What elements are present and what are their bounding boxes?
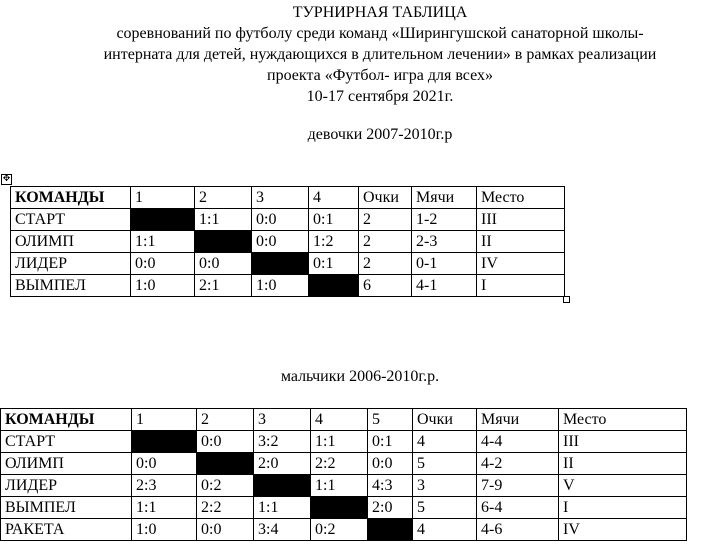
table-cell: 2:3 xyxy=(132,475,197,497)
column-header: Очки xyxy=(359,187,412,209)
table-row xyxy=(11,231,565,253)
column-header: 2 xyxy=(197,409,254,431)
table-cell: 2:0 xyxy=(254,453,311,475)
table-cell: 2 xyxy=(359,253,412,275)
table-cell: 0:0 xyxy=(197,431,254,453)
table-cell: 1:2 xyxy=(309,231,359,253)
column-header: 3 xyxy=(254,409,311,431)
team-name-cell: СТАРТ xyxy=(1,431,132,453)
column-header: Мячи xyxy=(412,187,477,209)
boys-subtitle: мальчики 2006-2010г.р. xyxy=(280,368,440,385)
header-line-3: интерната для детей, нуждающихся в длительном лечении» в рамках реализации xyxy=(103,46,657,63)
table-cell: IV xyxy=(559,519,687,541)
table-cell: 1:1 xyxy=(195,209,252,231)
girls-tournament-table xyxy=(10,186,565,297)
table-cell: 4-1 xyxy=(412,275,477,297)
table-cell: 4-6 xyxy=(477,519,559,541)
header-title: ТУРНИРНАЯ ТАБЛИЦА xyxy=(292,4,468,21)
column-header: КОМАНДЫ xyxy=(11,187,131,209)
table-cell: 6-4 xyxy=(477,497,559,519)
column-header: Очки xyxy=(413,409,477,431)
self-match-cell xyxy=(254,475,311,497)
table-cell: 7-9 xyxy=(477,475,559,497)
table-cell: 0:0 xyxy=(195,253,252,275)
team-name-cell: ЛИДЕР xyxy=(1,475,132,497)
table-cell: 3:4 xyxy=(254,519,311,541)
table-cell: 2 xyxy=(359,209,412,231)
column-header: Мячи xyxy=(477,409,559,431)
column-header: 4 xyxy=(309,187,359,209)
table-move-handle-icon[interactable]: ✥ xyxy=(2,174,11,184)
self-match-cell xyxy=(197,453,254,475)
table-cell: V xyxy=(559,475,687,497)
table-cell: 4-2 xyxy=(477,453,559,475)
column-header: 5 xyxy=(368,409,413,431)
table-header-row xyxy=(11,187,565,209)
table-cell: III xyxy=(477,209,565,231)
team-name-cell: ОЛИМП xyxy=(11,231,131,253)
self-match-cell xyxy=(131,209,195,231)
self-match-cell xyxy=(368,519,413,541)
header-line-4: проекта «Футбол- игра для всех» xyxy=(267,67,493,84)
table-row xyxy=(11,209,565,231)
column-header: 4 xyxy=(311,409,368,431)
table-row xyxy=(1,431,687,453)
table-cell: 2:1 xyxy=(195,275,252,297)
team-name-cell: РАКЕТА xyxy=(1,519,132,541)
document-header xyxy=(0,2,716,107)
table-cell: 1:0 xyxy=(131,275,195,297)
table-cell: 0-1 xyxy=(412,253,477,275)
table-row xyxy=(1,475,687,497)
table-cell: 2 xyxy=(359,231,412,253)
table-row xyxy=(11,275,565,297)
table-cell: 1:1 xyxy=(132,497,197,519)
table-row xyxy=(11,253,565,275)
table-cell: 0:2 xyxy=(311,519,368,541)
table-cell: 0:1 xyxy=(309,209,359,231)
column-header: Место xyxy=(559,409,687,431)
table-cell: 0:0 xyxy=(132,453,197,475)
table-row xyxy=(1,519,687,541)
table-cell: 4 xyxy=(413,431,477,453)
table-cell: 1:1 xyxy=(131,231,195,253)
table-cell: 0:0 xyxy=(368,453,413,475)
table-cell: I xyxy=(477,275,565,297)
table-cell: 1:1 xyxy=(311,431,368,453)
table-cell: 2:0 xyxy=(368,497,413,519)
table-row xyxy=(1,453,687,475)
table-cell: 3:2 xyxy=(254,431,311,453)
table-cell: 1:0 xyxy=(132,519,197,541)
self-match-cell xyxy=(311,497,368,519)
team-name-cell: ОЛИМП xyxy=(1,453,132,475)
table-row xyxy=(1,497,687,519)
table-cell: 4-4 xyxy=(477,431,559,453)
table-cell: 0:1 xyxy=(309,253,359,275)
self-match-cell xyxy=(309,275,359,297)
column-header: 1 xyxy=(132,409,197,431)
table-resize-handle[interactable] xyxy=(563,296,570,303)
table-cell: IV xyxy=(477,253,565,275)
self-match-cell xyxy=(195,231,252,253)
column-header: 1 xyxy=(131,187,195,209)
table-cell: 0:2 xyxy=(197,475,254,497)
table-cell: 2:2 xyxy=(197,497,254,519)
table-cell: 1:0 xyxy=(252,275,309,297)
table-cell: III xyxy=(559,431,687,453)
table-cell: 4:3 xyxy=(368,475,413,497)
table-cell: 0:0 xyxy=(252,209,309,231)
header-line-2: соревнований по футболу среди команд «Ширингушской санаторной школы- xyxy=(116,25,644,42)
table-cell: 0:0 xyxy=(197,519,254,541)
table-cell: 0:0 xyxy=(252,231,309,253)
table-cell: II xyxy=(477,231,565,253)
team-name-cell: СТАРТ xyxy=(11,209,131,231)
table-cell: 1:1 xyxy=(254,497,311,519)
header-date: 10-17 сентября 2021г. xyxy=(306,88,454,105)
table-cell: 2-3 xyxy=(412,231,477,253)
column-header: КОМАНДЫ xyxy=(1,409,132,431)
team-name-cell: ЛИДЕР xyxy=(11,253,131,275)
table-cell: 6 xyxy=(359,275,412,297)
table-cell: I xyxy=(559,497,687,519)
table-cell: II xyxy=(559,453,687,475)
table-cell: 3 xyxy=(413,475,477,497)
column-header: 2 xyxy=(195,187,252,209)
table-header-row xyxy=(1,409,687,431)
table-cell: 1:1 xyxy=(311,475,368,497)
team-name-cell: ВЫМПЕЛ xyxy=(11,275,131,297)
boys-tournament-table xyxy=(0,408,687,541)
self-match-cell xyxy=(132,431,197,453)
girls-subtitle: девочки 2007-2010г.р xyxy=(307,126,453,143)
column-header: Место xyxy=(477,187,565,209)
self-match-cell xyxy=(252,253,309,275)
table-cell: 5 xyxy=(413,497,477,519)
column-header: 3 xyxy=(252,187,309,209)
table-cell: 5 xyxy=(413,453,477,475)
table-cell: 4 xyxy=(413,519,477,541)
table-cell: 0:1 xyxy=(368,431,413,453)
table-cell: 1-2 xyxy=(412,209,477,231)
table-cell: 2:2 xyxy=(311,453,368,475)
team-name-cell: ВЫМПЕЛ xyxy=(1,497,132,519)
table-cell: 0:0 xyxy=(131,253,195,275)
